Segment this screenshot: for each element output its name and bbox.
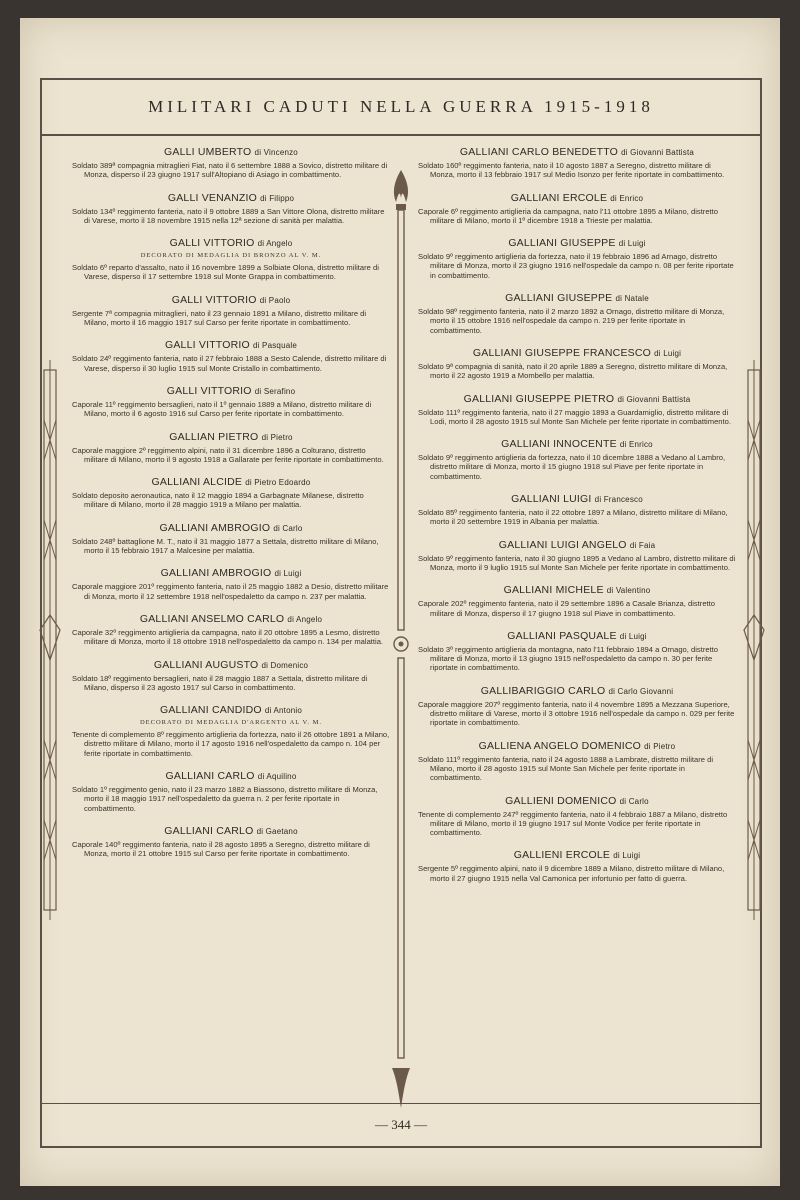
page-footer (42, 1103, 760, 1146)
casualty-surname-given: GALLIANI ERCOLE (510, 191, 608, 204)
casualty-name (72, 146, 390, 158)
casualty-description: Soldato 111º reggimento fanteria, nato il 24 agosto 1888 a Lambrate, distretto militare di Milano, morto il 28 agosto 1915 sul Monte San Michele per ferite riportate in combattimento. (418, 754, 714, 783)
casualty-parent: di Carlo Giovanni (608, 686, 674, 696)
casualty-parent: di Gaetano (256, 826, 298, 836)
casualty-description: Soldato 248º battaglione M. T., nato il 31 maggio 1877 a Settala, distretto militare di Milano, morto il 15 febbraio 1917 a Malcesine per malattia. (72, 536, 379, 556)
casualty-name (72, 522, 390, 534)
casualty-entry (72, 237, 390, 282)
casualty-entry (418, 237, 736, 280)
casualty-description: Caporale 32º reggimento artiglieria da campagna, nato il 20 ottobre 1895 a Lesmo, distretto militare di Monza, morto il 18 ottobre 1918 nell'ospedaletto da campo n. 134 per malattia. (72, 627, 384, 647)
casualty-entry (72, 192, 390, 226)
casualty-surname-given: GALLIBARIGGIO CARLO (480, 684, 606, 697)
casualty-description: Caporale 202º reggimento fanteria, nato il 29 settembre 1896 a Casale Brianza, distretto militare di Monza, disperso il 17 giugno 1918 sul Piave in combattimento. (418, 599, 715, 618)
casualty-entry (418, 740, 736, 783)
casualty-name (72, 339, 390, 351)
casualty-entry (418, 849, 736, 883)
casualty-parent: di Faia (629, 540, 656, 550)
casualty-entry (72, 825, 390, 859)
casualty-description: Soldato 9º reggimento artiglieria da fortezza, nato il 10 dicembre 1888 a Vedano al Lambro, distretto militare di Monza, morto il 15 giugno 1918 sul Piave per ferite riportate in combattimento. (418, 453, 726, 481)
casualty-surname-given: GALLIANI CARLO (164, 824, 254, 837)
casualty-parent: di Luigi (619, 631, 647, 641)
casualty-description: Soldato 85º reggimento fanteria, nato il 22 ottobre 1897 a Milano, distretto militare di Milano, morto il 20 settembre 1919 in Albania per malattia. (418, 508, 728, 527)
casualty-name (418, 584, 736, 596)
casualty-name (72, 567, 390, 579)
casualty-entry (72, 770, 390, 813)
casualty-name (418, 438, 736, 450)
casualty-description: Sergente 5º reggimento alpini, nato il 9 dicembre 1889 a Milano, distretto militare di Milano, morto il 27 giugno 1915 nella Val Camonica per infortunio per fatto di guerra. (418, 864, 725, 883)
casualty-entry (72, 146, 390, 180)
casualty-parent: di Angelo (257, 239, 293, 249)
casualty-description: Caporale maggiore 2º reggimento alpini, nato il 31 dicembre 1896 a Colturano, distretto militare di Milano, morto il 9 agosto 1918 a Gallarate per ferite riportate in combattimento. (72, 445, 384, 464)
casualty-description: Soldato deposito aeronautica, nato il 12 maggio 1894 a Garbagnate Milanese, distretto militare di Milano, morto il 28 maggio 1919 a Milano per malattia. (72, 491, 364, 510)
casualty-entry (418, 795, 736, 838)
casualty-surname-given: GALLIANI GIUSEPPE PIETRO (463, 392, 615, 405)
casualty-parent: di Natale (615, 294, 649, 304)
casualty-name (418, 630, 736, 642)
casualty-parent: di Giovanni Battista (617, 394, 691, 404)
casualty-entry (72, 294, 390, 328)
page-title: MILITARI CADUTI NELLA GUERRA 1915-1918 (148, 97, 654, 116)
casualty-surname-given: GALLIANI ANSELMO CARLO (139, 612, 285, 625)
casualty-surname-given: GALLI VITTORIO (169, 237, 255, 250)
casualty-surname-given: GALLIENI ERCOLE (513, 849, 611, 862)
casualty-surname-given: GALLIANI GIUSEPPE (505, 292, 613, 305)
central-torch-ornament (388, 168, 414, 1118)
casualty-description: Soldato 134º reggimento fanteria, nato il 9 ottobre 1889 a San Vittore Olona, distretto militare di Varese, morto il 18 novembre 1915 nella 12ª sezione di sanità per malattia. (72, 206, 385, 225)
casualty-description: Caporale 140º reggimento fanteria, nato il 28 agosto 1895 a Seregno, distretto militare di Monza, morto il 21 ottobre 1915 sul Carso per ferite riportate in combattimento. (72, 839, 370, 859)
casualty-name (418, 849, 736, 861)
casualty-entry (72, 385, 390, 419)
casualty-name (418, 192, 736, 204)
casualty-name (418, 795, 736, 807)
casualty-entry (418, 146, 736, 180)
casualty-parent: di Enrico (610, 193, 644, 203)
casualty-name (72, 237, 390, 249)
casualty-name (72, 476, 390, 488)
casualty-parent: di Pietro (261, 432, 293, 442)
casualty-description: Soldato 111º reggimento fanteria, nato il 27 maggio 1893 a Guardamiglio, distretto militare di Lodi, morto il 28 agosto 1915 sul Monte San Michele per ferite riportate in combattimento. (418, 407, 731, 426)
casualty-surname-given: GALLIENI DOMENICO (505, 794, 617, 807)
page-frame (40, 78, 762, 1148)
casualty-name (72, 613, 390, 625)
casualty-parent: di Angelo (287, 614, 323, 624)
casualty-name (418, 237, 736, 249)
casualty-name (418, 146, 736, 158)
decoration-note: DECORATO DI MEDAGLIA DI BRONZO AL V. M. (140, 252, 322, 260)
page-number: — 344 — (375, 1117, 427, 1132)
casualty-parent: di Luigi (613, 851, 641, 861)
casualty-name (72, 825, 390, 837)
casualty-name (72, 385, 390, 397)
casualty-parent: di Giovanni Battista (621, 148, 695, 157)
right-fasces-ornament (742, 360, 766, 920)
decoration-note: DECORATO DI MEDAGLIA D'ARGENTO AL V. M. (139, 719, 323, 727)
casualty-entry (418, 393, 736, 427)
casualty-surname-given: GALLI VITTORIO (164, 339, 250, 352)
casualty-parent: di Valentino (606, 586, 651, 596)
casualty-description: Soldato 98º reggimento fanteria, nato il 2 marzo 1892 a Ornago, distretto militare di Monza, morto il 15 ottobre 1916 nell'ospedale da campo n. 219 per ferite riportate in combattimento. (418, 307, 725, 335)
casualty-entry (418, 539, 736, 573)
casualty-surname-given: GALLI VITTORIO (171, 293, 257, 306)
casualty-name (72, 431, 390, 443)
casualty-parent: di Luigi (654, 348, 682, 358)
casualty-entry (72, 476, 390, 510)
casualty-parent: di Pietro Edoardo (245, 478, 311, 488)
casualty-surname-given: GALLIANI GIUSEPPE (508, 237, 616, 250)
casualty-description: Caporale 11º reggimento bersaglieri, nato il 1º gennaio 1889 a Milano, distretto militare di Milano, morto il 6 agosto 1916 sul Carso per ferite riportate in combattimento. (72, 399, 372, 419)
casualty-surname-given: GALLIANI AMBROGIO (159, 521, 271, 534)
casualty-surname-given: GALLIANI ALCIDE (151, 476, 243, 489)
casualty-parent: di Vincenzo (254, 148, 298, 157)
casualty-description: Caporale maggiore 207º reggimento fanteria, nato il 4 novembre 1895 a Mezzana Superiore, distretto militare di Varese, morto il 3 ottobre 1916 nell'ospedale da campo n. 029 per ferite riportate in combattimento. (418, 699, 735, 728)
casualty-description: Caporale 6º reggimento artiglieria da campagna, nato l'11 ottobre 1895 a Milano, distretto militare di Milano, morto il 1º dicembre 1918 a Trieste per malattia. (418, 206, 718, 225)
casualty-surname-given: GALLIANI CARLO (165, 770, 255, 783)
casualty-parent: di Pietro (644, 741, 676, 751)
casualty-parent: di Domenico (261, 660, 309, 670)
casualty-name (418, 347, 736, 359)
casualty-name (418, 685, 736, 697)
casualty-parent: di Pasquale (253, 341, 298, 351)
casualty-name (418, 493, 736, 505)
casualty-description: Soldato 9ª compagnia di sanità, nato il 20 aprile 1889 a Seregno, distretto militare di Monza, morto il 22 agosto 1919 a Mombello per malattia. (418, 361, 728, 381)
casualty-surname-given: GALLIANI PASQUALE (507, 629, 617, 642)
casualty-name (418, 292, 736, 304)
casualty-parent: di Carlo (619, 796, 649, 806)
casualty-surname-given: GALLIANI CANDIDO (159, 704, 262, 717)
casualty-entry (72, 339, 390, 373)
casualty-entry (72, 659, 390, 693)
casualty-name (72, 704, 390, 716)
casualty-description: Soldato 18º reggimento bersaglieri, nato il 28 maggio 1887 a Settala, distretto militare di Milano, disperso il 23 agosto 1917 sul Carso in combattimento. (72, 673, 368, 692)
casualty-name (418, 539, 736, 551)
document-page (20, 18, 780, 1186)
casualty-parent: di Serafino (254, 386, 296, 396)
casualty-description: Soldato 9º reggimento fanteria, nato il 30 giugno 1895 a Vedano al Lambro, distretto militare di Monza, morto il 9 luglio 1915 sul Monte San Michele per ferite riportate in combattimento. (418, 553, 736, 572)
casualty-surname-given: GALLIENA ANGELO DOMENICO (478, 739, 642, 752)
right-column (418, 146, 736, 895)
casualty-parent: di Enrico (619, 440, 653, 450)
casualty-surname-given: GALLIANI LUIGI (511, 493, 592, 506)
casualty-name (72, 659, 390, 671)
casualty-description: Soldato 1º reggimento genio, nato il 23 marzo 1882 a Biassono, distretto militare di Monza, morto il 18 maggio 1917 nell'ospedaletto da guerra n. 2 per ferite riportate in combattimento. (72, 785, 378, 813)
page-header (42, 80, 760, 136)
casualty-description: Soldato 160º reggimento fanteria, nato il 10 agosto 1887 a Seregno, distretto militare di Monza, morto il 13 febbraio 1917 sul Medio Isonzo per ferite riportate in combattimento. (418, 161, 725, 180)
casualty-entry (418, 493, 736, 527)
casualty-surname-given: GALLIAN PIETRO (169, 430, 259, 443)
casualty-surname-given: GALLIANI AUGUSTO (153, 658, 259, 671)
casualty-entry (72, 431, 390, 465)
casualty-description: Tenente di complemento 8º reggimento artiglieria da fortezza, nato il 26 ottobre 1891 a Milano, distretto militare di Milano, morto il 17 agosto 1916 nell'ospedaletto da campo n. 104 per ferite riportate in combattimento. (72, 730, 390, 758)
casualty-parent: di Antonio (264, 706, 303, 716)
casualty-entry (72, 522, 390, 556)
left-column (72, 146, 390, 871)
casualty-parent: di Luigi (618, 239, 646, 249)
casualty-description: Soldato 6º reparto d'assalto, nato il 16 novembre 1899 a Solbiate Olona, distretto militare di Varese, disperso il 17 settembre 1918 sul Monte Grappa in combattimento. (72, 263, 379, 282)
casualty-parent: di Paolo (259, 295, 291, 305)
casualty-parent: di Filippo (260, 193, 295, 203)
casualty-entry (418, 584, 736, 618)
casualty-entry (418, 347, 736, 381)
casualty-surname-given: GALLI VENANZIO (167, 191, 258, 204)
casualty-name (72, 294, 390, 306)
casualty-parent: di Francesco (594, 495, 643, 505)
casualty-entry (72, 613, 390, 647)
casualty-entry (72, 704, 390, 758)
casualty-name (72, 770, 390, 782)
left-fasces-ornament (38, 360, 62, 920)
casualty-surname-given: GALLIANI INNOCENTE (501, 438, 617, 451)
casualty-entry (418, 630, 736, 673)
casualty-entry (418, 438, 736, 481)
casualty-entry (72, 567, 390, 601)
casualty-description: Soldato 389ª compagnia mitraglieri Fiat, nato il 6 settembre 1888 a Sovico, distretto militare di Monza, disperso il 23 giugno 1917 sull'Altopiano di Asiago in combattimento. (72, 161, 388, 180)
casualty-surname-given: GALLI VITTORIO (166, 384, 252, 397)
casualty-description: Tenente di complemento 247º reggimento fanteria, nato il 4 febbraio 1887 a Milano, distretto militare di Milano, morto il 19 giugno 1917 sul Monte Vodice per ferite riportate in combattimento. (418, 809, 728, 838)
casualty-description: Soldato 9º reggimento artiglieria da fortezza, nato il 19 febbraio 1896 ad Arnago, distretto militare di Monza, morto il 23 giugno 1916 nell'ospedale da campo n. 08 per ferite riportate in combattimento. (418, 252, 734, 280)
casualty-parent: di Aquilino (257, 772, 297, 782)
casualty-description: Sergente 7ª compagnia mitraglieri, nato il 23 gennaio 1891 a Milano, distretto militare di Milano, morto il 16 maggio 1917 sul Carso per ferite riportate in combattimento. (72, 308, 367, 328)
casualty-description: Caporale maggiore 201º reggimento fanteria, nato il 25 maggio 1882 a Desio, distretto militare di Monza, morto il 12 settembre 1918 nell'ospedaletto da campo n. 237 per malattia. (72, 582, 389, 601)
casualty-description: Soldato 24º reggimento fanteria, nato il 27 febbraio 1888 a Sesto Calende, distretto militare di Varese, disperso il 30 luglio 1915 sul Monte Cristallo in combattimento. (72, 354, 387, 373)
casualty-entry (418, 292, 736, 335)
casualty-surname-given: GALLIANI CARLO BENEDETTO (459, 146, 618, 158)
casualty-surname-given: GALLIANI LUIGI ANGELO (498, 538, 627, 551)
casualty-parent: di Carlo (273, 523, 303, 533)
casualty-entry (418, 685, 736, 728)
casualty-name (418, 393, 736, 405)
casualty-entry (418, 192, 736, 226)
casualty-surname-given: GALLIANI MICHELE (503, 584, 604, 597)
casualty-name (72, 192, 390, 204)
casualty-name (418, 740, 736, 752)
casualty-description: Soldato 3º reggimento artiglieria da montagna, nato l'11 febbraio 1894 a Ornago, distretto militare di Monza, morto il 13 giugno 1915 nell'ospedaletto da campo n. 30 per ferite riportate in combattimento. (418, 644, 719, 673)
casualty-surname-given: GALLI UMBERTO (164, 146, 252, 158)
casualty-parent: di Luigi (274, 569, 302, 579)
casualty-surname-given: GALLIANI GIUSEPPE FRANCESCO (472, 346, 652, 359)
casualty-surname-given: GALLIANI AMBROGIO (160, 567, 272, 580)
